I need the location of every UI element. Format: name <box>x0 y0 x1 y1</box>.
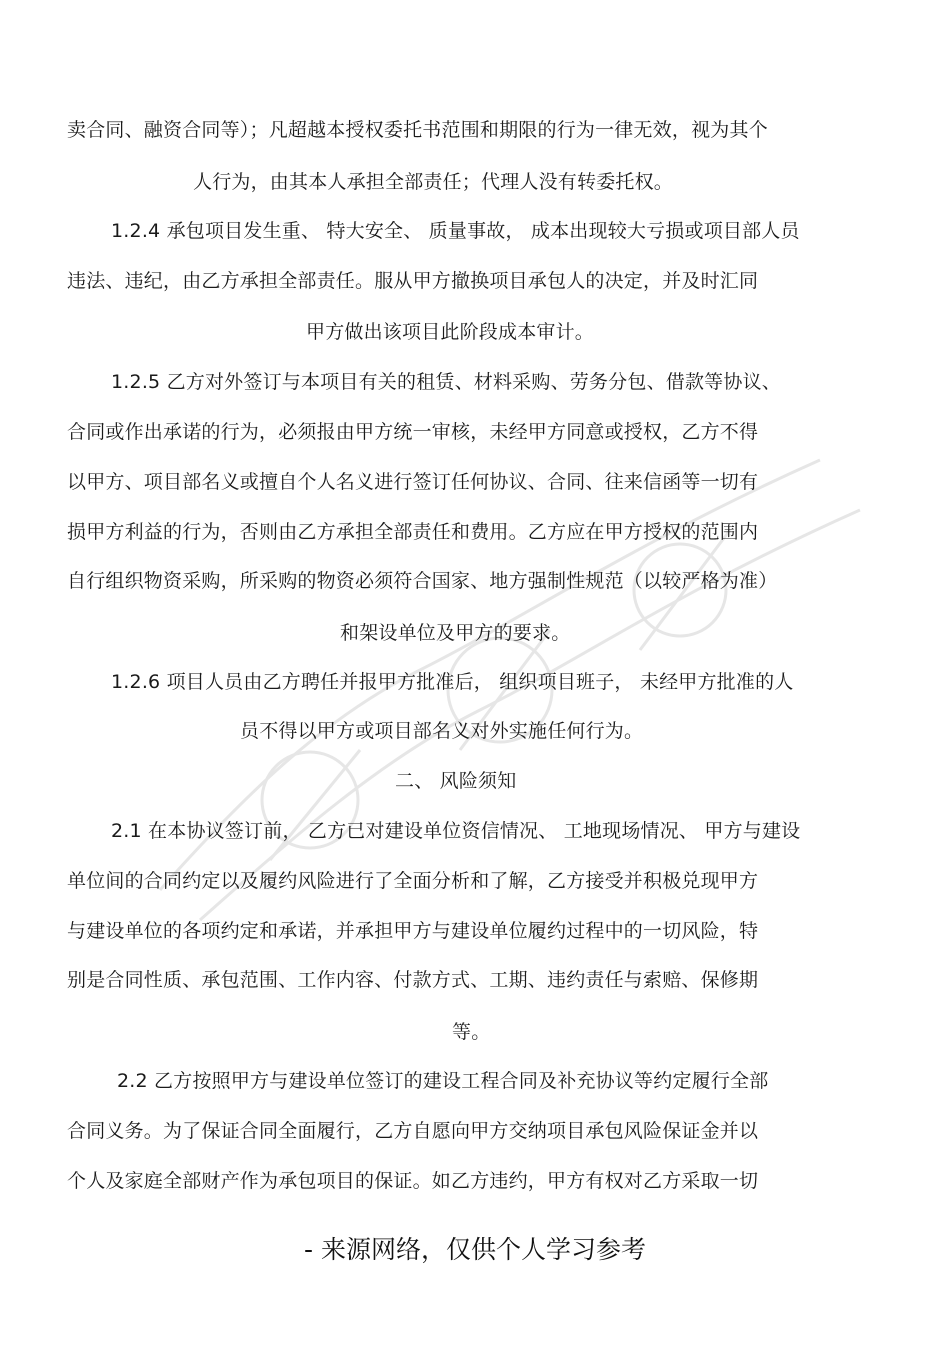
text-line: 2.1 在本协议签订前， 乙方已对建设单位资信情况、 工地现场情况、 甲方与建设 <box>111 820 801 842</box>
text-line: 2.2 乙方按照甲方与建设单位签订的建设工程合同及补充协议等约定履行全部 <box>117 1070 769 1092</box>
section-heading: 二、 风险须知 <box>395 770 517 792</box>
text-line: 与建设单位的各项约定和承诺，并承担甲方与建设单位履约过程中的一切风险，特 <box>67 920 759 942</box>
text-line: 别是合同性质、承包范围、工作内容、付款方式、工期、违约责任与索赔、保修期 <box>67 969 759 991</box>
text-line: 1.2.6 项目人员由乙方聘任并报甲方批准后， 组织项目班子， 未经甲方批准的人 <box>111 671 794 693</box>
text-line: 甲方做出该项目此阶段成本审计。 <box>306 321 595 343</box>
text-line: 和架设单位及甲方的要求。 <box>340 622 571 644</box>
text-line: 员不得以甲方或项目部名义对外实施任何行为。 <box>240 720 644 742</box>
text-line: 自行组织物资采购，所采购的物资必须符合国家、地方强制性规范（以较严格为准） <box>67 570 778 592</box>
text-line: 合同或作出承诺的行为，必须报由甲方统一审核，未经甲方同意或授权，乙方不得 <box>67 421 759 443</box>
footer-note: - 来源网络，仅供个人学习参考 <box>304 1235 646 1264</box>
text-line: 损甲方利益的行为，否则由乙方承担全部责任和费用。乙方应在甲方授权的范围内 <box>67 521 759 543</box>
text-line: 1.2.4 承包项目发生重、 特大安全、 质量事故， 成本出现较大亏损或项目部人员 <box>111 220 800 242</box>
text-line: 人行为，由其本人承担全部责任；代理人没有转委托权。 <box>193 171 674 193</box>
text-line: 合同义务。为了保证合同全面履行，乙方自愿向甲方交纳项目承包风险保证金并以 <box>67 1120 759 1142</box>
text-line: 个人及家庭全部财产作为承包项目的保证。如乙方违约，甲方有权对乙方采取一切 <box>67 1170 759 1192</box>
text-line: 以甲方、项目部名义或擅自个人名义进行签订任何协议、合同、往来信函等一切有 <box>67 471 759 493</box>
text-line: 违法、违纪，由乙方承担全部责任。服从甲方撤换项目承包人的决定，并及时汇同 <box>67 270 759 292</box>
text-line: 1.2.5 乙方对外签订与本项目有关的租赁、材料采购、劳务分包、借款等协议、 <box>111 371 781 393</box>
text-line: 单位间的合同约定以及履约风险进行了全面分析和了解，乙方接受并积极兑现甲方 <box>67 870 759 892</box>
text-line: 等。 <box>452 1021 491 1043</box>
text-line: 卖合同、融资合同等）；凡超越本授权委托书范围和期限的行为一律无效，视为其个 <box>67 119 768 141</box>
